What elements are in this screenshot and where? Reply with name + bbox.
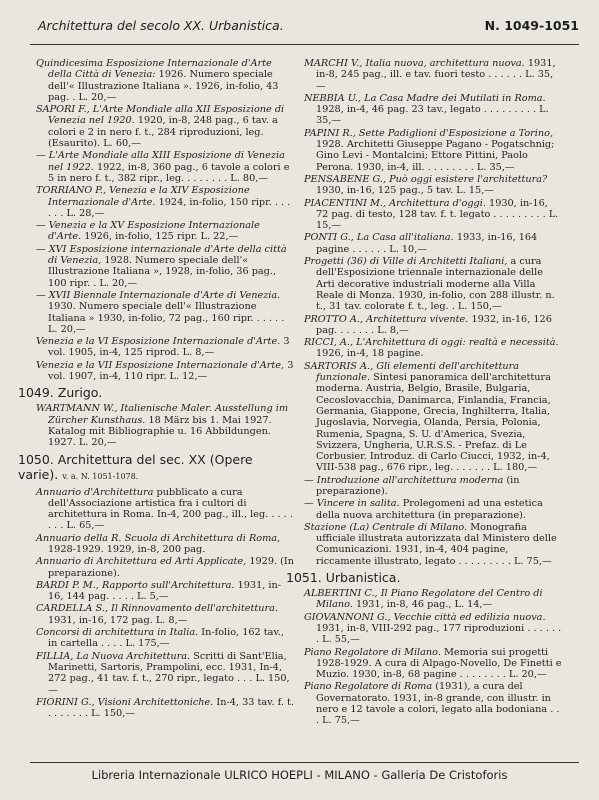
entry-title: RICCI, A., L'Architettura di oggi: realtà e necessità. — [304, 337, 559, 349]
entry-details: 1928-1929. 1929, in-8, 200 pag. — [48, 543, 206, 555]
catalog-entry — [36, 150, 294, 184]
entry-details: 1926. Numero speciale dell'« Illustrazione Italiana ». 1926, in-folio, 43 pag. . L. 20,— — [48, 69, 279, 103]
entry-title: GIOVANNONI G., Vecchie città ed edilizia nuova. — [304, 611, 546, 623]
entry-title: BARDI P. M., Rapporto sull'Architettura. — [36, 579, 235, 591]
catalog-entry — [36, 336, 294, 359]
entry-details: Memoria sui progetti 1928-1929. A cura di Alpago-Novello, De Finetti e Muzio. 1930, in-8, 68 pagine . . . . . . . . L. 20,— — [316, 646, 562, 681]
entry-details: 18 März bis 1. Mai 1927. Katalog mit Bibliographie u. 16 Abbildungen. 1927. L. 20,— — [48, 414, 272, 449]
entry-details: 1931, in-8, 245 pag., ill. e tav. fuori testo . . . . . . L. 35,— — [316, 58, 556, 92]
entry-title: SAPORI F., L'Arte Mondiale alla XII Esposizione di Venezia nel 1920. — [36, 104, 285, 127]
entry-title: FIORINI G., Visioni Architettoniche. — [36, 696, 214, 708]
catalog-entry — [36, 697, 294, 720]
footer-rule — [30, 762, 579, 763]
catalog-entry — [36, 403, 294, 448]
entry-details: 1920, in-8, 248 pag., 6 tav. a colori e 2 in nero f. t., 284 riproduzioni, leg. (Esaurito). L. 60,— — [48, 115, 278, 150]
section-title: 1049. Zurigo. — [18, 385, 103, 401]
page-header — [38, 18, 579, 40]
entry-title: ALBERTINI C., Il Piano Regolatore del Centro di Milano. — [304, 588, 543, 611]
entry-details: 1930, in-16, 125 pag., 5 tav. L. 15,— — [316, 185, 494, 197]
entry-title: MARCHI V., Italia nuova, architettura nuova. — [304, 58, 525, 69]
entry-details: Monografia ufficiale illustrata autorizzata dal Ministero delle Comunicazioni. 1931, in-4, 404 pagine, riccamente illustrato, legato . . . . . . . . . L. 75,— — [316, 521, 557, 567]
entry-details: 1932, in-16, 126 pag. . . . . . . L. 8,— — [316, 313, 552, 336]
entry-title: Progetti (36) di Ville di Architetti Italiani, — [304, 256, 508, 268]
entry-details: pubblicato a cura dell'Associazione artistica fra i cultori di architettura in Roma. In-4, 200 pag., ill., leg. . . . . . . . L. 65,— — [48, 486, 293, 532]
entry-title: FILLIA, La Nuova Architettura. — [36, 650, 191, 662]
catalog-entry — [36, 533, 294, 556]
entry-details: 1926, in-folio, 125 ripr. L. 22,— — [84, 231, 239, 243]
entry-details: 1928. Numero speciale dell'« Illustrazione Italiana », 1928, in-folio, 36 pag., 100 ripr. . L. 20,— — [48, 255, 277, 289]
catalog-entry — [304, 232, 562, 255]
right-column — [286, 58, 562, 728]
entry-details: 1926, in-4, 18 pagine. — [316, 348, 424, 360]
entry-title: NEBBIA U., La Casa Madre dei Mutilati in Roma. — [304, 92, 546, 104]
catalog-entry — [36, 603, 294, 626]
entry-details: 1931, in-8, 46 pag., L. 14,— — [355, 599, 493, 611]
entry-title: Annuario d'Architettura — [36, 486, 154, 498]
catalog-entry — [304, 475, 562, 498]
catalog-entry — [36, 244, 294, 289]
entry-details: 1929. (In preparazione). — [48, 556, 295, 579]
section-heading — [18, 452, 294, 484]
page-title: Architettura del secolo XX. Urbanistica. — [38, 18, 284, 33]
catalog-entry — [36, 360, 294, 383]
entry-title: SARTORIS A., Gli elementi dell'architettura funzionale. — [304, 360, 520, 384]
entry-details: Scritti di Sant'Elia, Marinetti, Sartoris, Prampolini, ecc. 1931, In-4, 272 pag., 41 tav. f. t., 270 ripr., legato . . . L. 150,— — [48, 650, 290, 696]
section-title: 1051. Urbanistica. — [286, 570, 401, 586]
catalog-entry — [36, 580, 294, 603]
entry-details: (in preparazione). — [316, 474, 520, 497]
left-column — [18, 58, 295, 720]
entry-details: (1931), a cura del Governatorato. 1931, in-8 grande, con illustr. in nero e 12 tavole a colori, legato alla bodoniana . . . L. 75,— — [316, 681, 560, 727]
entry-title: PONTI G., La Casa all'italiana. — [304, 232, 454, 244]
entry-title: Annuario della R. Scuola di Architettura di Roma, — [36, 532, 281, 544]
catalog-entry — [304, 198, 562, 232]
catalog-entry — [36, 185, 294, 219]
catalog-entry — [304, 128, 562, 173]
entry-title: Concorsi di architettura in Italia. — [36, 627, 199, 639]
entry-details: 1930, in-16, 72 pag. di testo, 128 tav. f. t. legato . . . . . . . . . L. 15,— — [316, 197, 559, 232]
entry-details: 1931, in-16, 172 pag. L. 8,— — [48, 614, 188, 626]
entry-details: Prolegomeni ad una estetica della nuova architettura (in preparazione). — [316, 498, 543, 521]
catalog-entry — [304, 522, 562, 567]
catalog-entry — [304, 612, 562, 646]
catalog-entry — [36, 220, 294, 243]
entry-title: — Introduzione all'architettura moderna — [304, 474, 504, 486]
entry-title: — Vincere in salita. — [304, 498, 400, 510]
entry-title: PIACENTINI M., Architettura d'oggi. — [304, 197, 486, 209]
entry-title: Annuario di Architettura ed Arti Applicate, — [36, 556, 247, 568]
header-rule — [30, 44, 579, 45]
entry-title: — XVI Esposizione internazionale d'Arte della città di Venezia, — [36, 243, 287, 267]
entry-details: In-folio, 162 tav., in cartella . . . . L. 175,— — [48, 627, 284, 650]
entry-details: 1930. Numero speciale dell'« Illustrazione Italiana » 1930, in-folio, 72 pag., 160 ripr. . . . . . L. 20,— — [48, 301, 285, 335]
catalog-entry — [304, 93, 562, 127]
catalog-entry — [304, 174, 562, 197]
catalog-entry — [304, 681, 562, 726]
catalog-entry — [36, 651, 294, 696]
section-note: v. a. N. 1051-1078. — [62, 471, 139, 481]
catalog-entry — [36, 104, 294, 149]
entry-details: 1924, in-folio, 150 ripr. . . . . . . L. 28,— — [48, 196, 291, 219]
entry-details: a cura dell'Esposizione triennale internazionale delle Arti decorative industriali moderne alla Villa Reale di Monza. 1930, in-folio, con 288 illustr. n. t., 31 tav. colorate f. t., leg. . L. 150,— — [316, 256, 555, 313]
entry-details: 3 vol. 1905, in-4, 125 riprod. L. 8,— — [48, 336, 290, 359]
catalog-entry — [304, 256, 562, 312]
catalog-entry — [36, 290, 294, 335]
catalog-entry — [304, 588, 562, 611]
entry-title: PAPINI R., Sette Padiglioni d'Esposizione a Torino, — [304, 127, 554, 139]
entry-title: Piano Regolatore di Milano. — [304, 646, 441, 658]
entry-details: 3 vol. 1907, in-4, 110 ripr. L. 12,— — [48, 359, 294, 383]
catalog-entry — [304, 314, 562, 337]
publisher-footer: Libreria Internazionale ULRICO HOEPLI - MILANO - Galleria De Cristoforis — [91, 768, 508, 782]
entry-details: Sintesi panoramica dell'architettura moderna. Austria, Belgio, Brasile, Bulgaria, Cecoslovacchia, Danimarca, Finlandia, Francia, Germania, Giappone, Grecia, Inghilterra, Italia, Jugoslavia, Norvegia, Olanda, Persia, Polonia, Rumenia, Spagna, S. U. d'America, Svezia, Svizzera, Ungheria, U.R.S.S. - Prefaz. di Le Corbusier. Introduz. di Carlo Ciucci, 1932, in-4, VIII-538 pag., 676 ripr., leg. . . . . . . L. 180,— — [316, 372, 551, 474]
catalog-entry — [304, 647, 562, 681]
entry-title: Quindicesima Esposizione Internazionale d'Arte della Città di Venezia: — [36, 58, 272, 81]
catalog-entry — [36, 556, 294, 579]
entry-title: Piano Regolatore di Roma — [304, 681, 433, 693]
entry-title: — Venezia e la XV Esposizione Internazionale d'Arte. — [36, 220, 260, 243]
entry-title: PROTTO A., Architettura vivente. — [304, 313, 469, 325]
entry-details: 1931, in-8, VIII-292 pag., 177 riproduzioni . . . . . . . L. 55,— — [316, 622, 562, 646]
entry-details: 1933, in-16, 164 pagine . . . . . . L. 10,— — [316, 232, 538, 255]
entry-title: Stazione (La) Centrale di Milano. — [304, 521, 468, 533]
catalog-entry — [304, 361, 562, 474]
page-number: N. 1049-1051 — [484, 18, 579, 33]
catalog-entry — [36, 58, 294, 103]
entry-title: — XVII Biennale Internazionale d'Arte di Venezia. — [36, 289, 281, 301]
catalog-entry — [304, 58, 562, 92]
entry-title: Venezia e la VI Esposizione Internazionale d'Arte. — [36, 336, 281, 348]
entry-details: 1922, in-8, 360 pag., 6 tavole a colori e 5 in nero f. t., 382 ripr., leg. . . . . . . . L. 80,— — [48, 161, 290, 184]
section-heading — [18, 385, 294, 400]
entry-details: In-4, 33 tav. f. t. . . . . . . . L. 150,— — [48, 696, 295, 720]
entry-title: — L'Arte Mondiale alla XIII Esposizione di Venezia nel 1922. — [36, 150, 285, 173]
catalog-entry — [36, 487, 294, 532]
section-title: 1050. Architettura del sec. XX (Opere varie). — [18, 451, 253, 482]
entry-details: 1931, in-16, 144 pag. . . . . L. 5,— — [48, 579, 282, 603]
catalog-entry — [36, 627, 294, 650]
entry-details: 1928, in-4, 46 pag. 23 tav., legato . . . . . . . . . L. 35,— — [316, 104, 549, 127]
catalog-entry — [304, 498, 562, 521]
entry-title: WARTMANN W., Italienische Maler. Ausstellung im Zürcher Kunsthaus. — [36, 403, 289, 426]
entry-title: TORRIANO P., Venezia e la XIV Esposizione Internazionale d'Arte. — [36, 185, 250, 208]
entry-title: Venezia e la VII Esposizione Internazionale d'Arte, — [36, 359, 285, 371]
catalog-entry — [304, 337, 562, 360]
section-heading — [286, 570, 562, 585]
entry-details: 1928. Architetti Giuseppe Pagano - Pogatschnig; Gino Levi - Montalcini; Ettore Pittini, Paolo Perona. 1930, in-4, ill. . . . . . . . . L. 35,— — [316, 139, 555, 173]
entry-title: PENSABENE G., Può oggi esistere l'architettura? — [304, 173, 548, 185]
entry-title: CARDELLA S., Il Rinnovamento dell'architettura. — [36, 603, 279, 615]
